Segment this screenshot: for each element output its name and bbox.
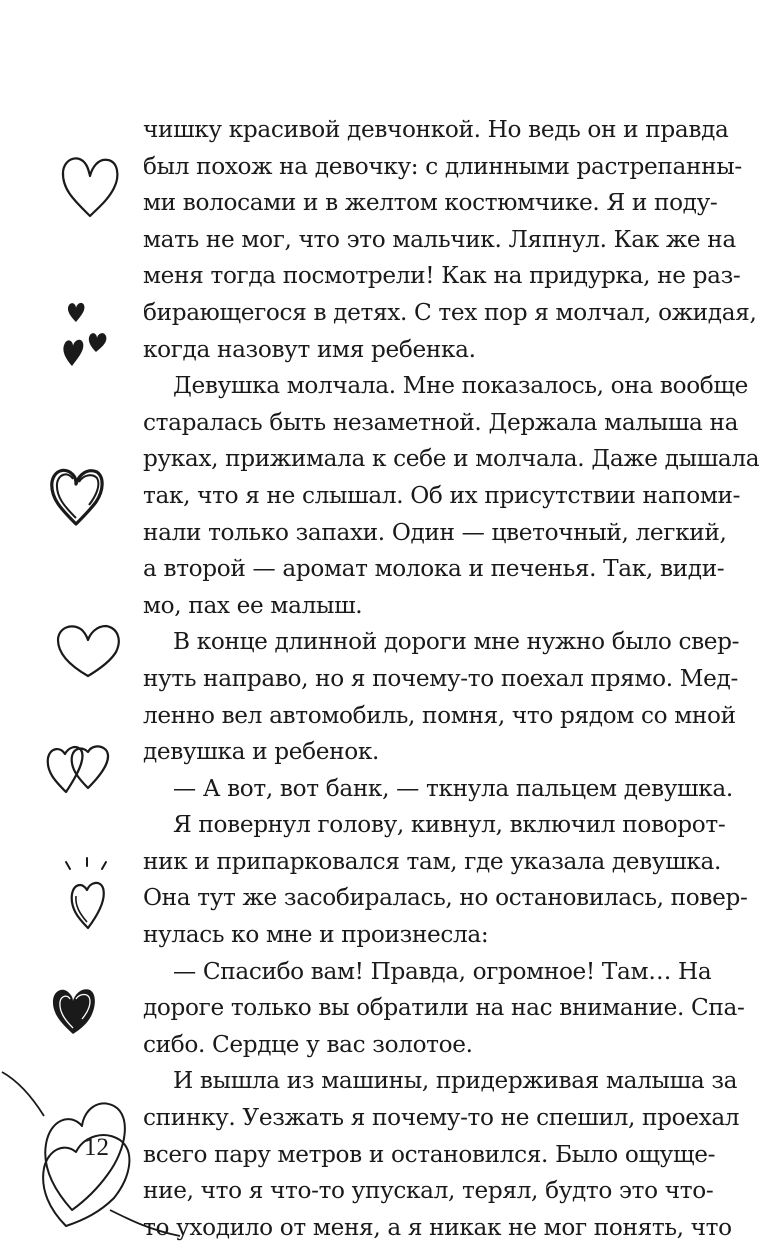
text-line: когда назовут имя ребенка. bbox=[143, 335, 476, 363]
text-line: так, что я не слышал. Об их присутствии напоми- bbox=[143, 481, 741, 509]
text-line: — Спасибо вам! Правда, огромное! Там… На bbox=[173, 957, 712, 985]
text-line: ник и припарковался там, где указала девушка. bbox=[143, 847, 722, 875]
text-line: мо, пах ее малыш. bbox=[143, 591, 363, 619]
text-line: мать не мог, что это мальчик. Ляпнул. Как же на bbox=[143, 225, 736, 253]
text-line: Она тут же засобиралась, но остановилась, повер- bbox=[143, 884, 748, 912]
page-number: 12 bbox=[84, 1134, 109, 1161]
text-line: девушка и ребенок. bbox=[143, 738, 379, 766]
text-line: В конце длинной дороги мне нужно было свер- bbox=[173, 628, 740, 656]
heart-outline-icon bbox=[54, 620, 124, 684]
text-line: ми волосами и в желтом костюмчике. Я и поду- bbox=[143, 189, 718, 217]
text-line: сибо. Сердце у вас золотое. bbox=[143, 1030, 473, 1058]
text-line: нали только запахи. Один — цветочный, легкий, bbox=[143, 518, 727, 546]
text-line: Девушка молчала. Мне показалось, она вообще bbox=[173, 372, 748, 400]
sparkle-heart-icon bbox=[62, 856, 112, 936]
text-line: ленно вел автомобиль, помня, что рядом со мной bbox=[143, 701, 736, 729]
text-line: дороге только вы обратили на нас внимание. Спа- bbox=[143, 994, 745, 1022]
text-line: меня тогда посмотрели! Как на придурка, не раз- bbox=[143, 262, 741, 290]
text-line: а второй — аромат молока и печенья. Так, види- bbox=[143, 555, 725, 583]
text-line: всего пару метров и остановился. Было ощуще- bbox=[143, 1140, 716, 1168]
text-line: ние, что я что-то упускал, терял, будто это что- bbox=[143, 1177, 714, 1205]
text-line: нуть направо, но я почему-то поехал прямо. Мед- bbox=[143, 664, 738, 692]
text-line: бирающегося в детях. С тех пор я молчал, ожидая, bbox=[143, 298, 757, 326]
text-line: руках, прижимала к себе и молчала. Даже дышала bbox=[143, 445, 760, 473]
text-line: был похож на девочку: с длинными растрепанны- bbox=[143, 152, 742, 180]
text-line: то уходило от меня, а я никак не мог понять, что bbox=[143, 1213, 732, 1241]
text-line: старалась быть незаметной. Держала малыша на bbox=[143, 408, 739, 436]
text-line: Я повернул голову, кивнул, включил поворот- bbox=[173, 811, 726, 839]
text-line: чишку красивой девчонкой. Но ведь он и правда bbox=[143, 116, 729, 143]
text-line: — А вот, вот банк, — ткнула пальцем девушка. bbox=[173, 774, 733, 802]
text-line: И вышла из машины, придерживая малыша за bbox=[173, 1067, 738, 1095]
body-text bbox=[143, 112, 760, 1246]
scribbled-heart-icon bbox=[46, 462, 106, 532]
filled-heart-icon bbox=[48, 982, 98, 1042]
heart-outline-icon bbox=[58, 150, 122, 224]
double-heart-icon bbox=[44, 740, 114, 800]
text-line: нулась ко мне и произнесла: bbox=[143, 921, 489, 949]
three-black-hearts-icon bbox=[60, 300, 110, 374]
text-line: спинку. Уезжать я почему-то не спешил, проехал bbox=[143, 1104, 740, 1132]
